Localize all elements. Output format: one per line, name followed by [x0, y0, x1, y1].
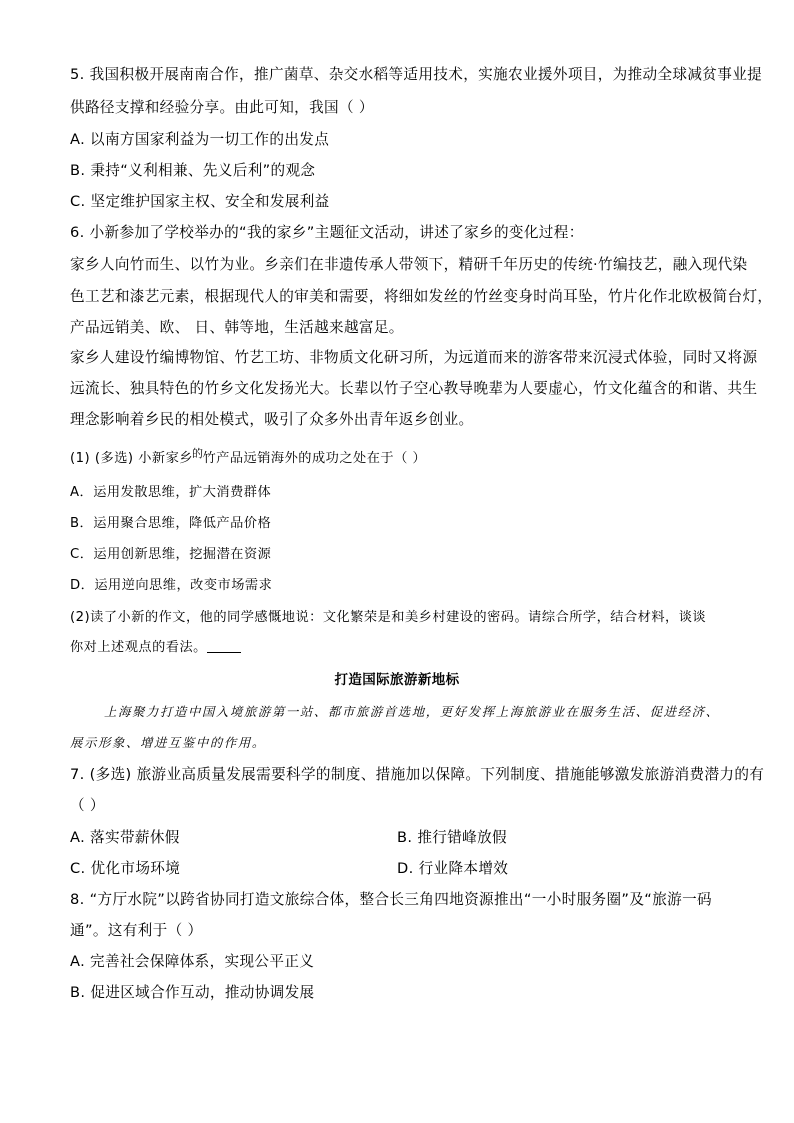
q5-option-b: B. 秉持“义利相兼、先义后利”的观念: [70, 162, 316, 179]
q6-para1-line2: 色工艺和漆艺元素，根据现代人的审美和需要，将细如发丝的竹丝变身时尚耳坠，竹片化作北欧极简台灯，: [70, 288, 773, 305]
q7-option-b: B. 推行错峰放假: [397, 829, 508, 846]
q8-stem-line1: 8. “方厅水院”以跨省协同打造文旅综合体，整合长三角四地资源推出“一小时服务圈”及“旅游一码: [70, 891, 712, 908]
answer-blank: [207, 638, 241, 653]
q8-option-b: B. 促进区域合作互动，推动协调发展: [70, 984, 315, 1001]
q6-sub1-stem-pre: (1) (多选) 小新家乡: [70, 451, 193, 466]
q7-option-d: D. 行业降本增效: [397, 860, 509, 877]
q7-option-a: A. 落实带薪休假: [70, 829, 180, 846]
q6-sub1-option-a: A．运用发散思维，扩大消费群体: [70, 485, 272, 500]
q6-stem: 6. 小新参加了学校举办的“我的家乡”主题征文活动，讲述了家乡的变化过程：: [70, 224, 584, 241]
q6-sub1-option-b: B．运用聚合思维，降低产品价格: [70, 516, 272, 531]
q5-option-a: A. 以南方国家利益为一切工作的出发点: [70, 131, 330, 148]
q5-stem-line1: 5. 我国积极开展南南合作，推广菌草、杂交水稻等适用技术，实施农业援外项目，为推动全球减贫事业提: [70, 66, 763, 83]
section-intro-line2: 展示形象、增进互鉴中的作用。: [70, 735, 266, 750]
q5-option-c: C. 坚定维护国家主权、安全和发展利益: [70, 193, 330, 210]
q7-option-c: C. 优化市场环境: [70, 860, 181, 877]
q8-option-a: A. 完善社会保障体系，实现公平正义: [70, 953, 315, 970]
q6-sub1-stem: [70, 449, 426, 469]
q8-stem-line2: 通”。这有利于（ ）: [70, 922, 203, 939]
q6-para2-line2: 远流长、独具特色的竹乡文化发扬光大。长辈以竹子空心教导晚辈为人要虚心，竹文化蕴含的和谐、共生: [70, 380, 758, 397]
q6-sub1-stem-post: 竹产品远销海外的成功之处在于（ ）: [202, 451, 427, 466]
q7-stem-line2: （ ）: [70, 797, 105, 814]
q6-para1-line1: 家乡人向竹而生、以竹为业。乡亲们在非遗传承人带领下，精研千年历史的传统·竹编技艺，融入现代染: [70, 256, 748, 273]
q6-para1-line3: 产品远销美、欧、 日、韩等地，生活越来越富足。: [70, 319, 404, 336]
section-title: 打造国际旅游新地标: [334, 672, 460, 688]
q5-stem-line2: 供路径支撑和经验分享。由此可知，我国（ ）: [70, 99, 374, 116]
section-intro-line1: 上海聚力打造中国入境旅游第一站、都市旅游首选地，更好发挥上海旅游业在服务生活、促进经济、: [104, 704, 720, 719]
q6-sub1-option-c: C．运用创新思维，挖掘潜在资源: [70, 547, 272, 562]
q6-sub2-line2-text: 你对上述观点的看法。: [70, 640, 207, 655]
q6-para2-line1: 家乡人建设竹编博物馆、竹艺工坊、非物质文化研习所，为远道而来的游客带来沉浸式体验，同时又将源: [70, 349, 758, 366]
q6-sub2-line1: (2)读了小新的作文，他的同学感慨地说：文化繁荣是和美乡村建设的密码。请综合所学，结合材料，谈谈: [70, 610, 707, 625]
q6-para2-line3: 理念影响着乡民的相处模式，吸引了众多外出青年返乡创业。: [70, 411, 474, 428]
q6-sub1-stem-sup: 的: [191, 447, 204, 460]
q6-sub2-line2: [70, 638, 241, 658]
q6-sub1-option-d: D．运用逆向思维，改变市场需求: [70, 578, 273, 593]
q7-stem-line1: 7. (多选) 旅游业高质量发展需要科学的制度、措施加以保障。下列制度、措施能够激发旅游消费潜力的有: [70, 766, 765, 783]
